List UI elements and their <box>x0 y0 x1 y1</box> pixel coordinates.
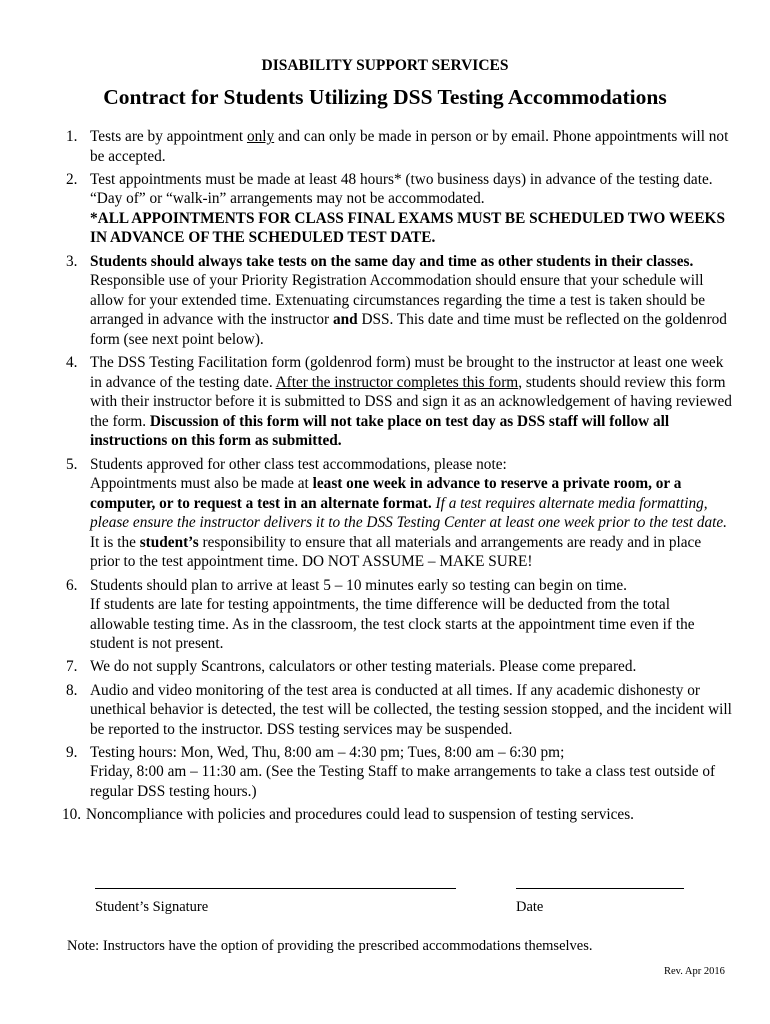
item-number: 9. <box>66 743 78 761</box>
item-text: Noncompliance with policies and procedures could lead to suspension of testing services. <box>86 806 634 824</box>
item-number: 4. <box>66 354 78 372</box>
item-text: Tests are by appointment only and can only be made in person or by email. Phone appointments will not be accepted. <box>90 128 729 165</box>
item-text: Students approved for other class test accommodations, please note: Appointments must also be made at least one week in advance to reserve a private room, or a computer, or to request a test in an alternate format. If a test requires alternate media formatting, please ensure the instructor delivers it to the DSS Testing Center at least one week prior to the test date. It is the student’s responsibility to ensure that all materials and arrangements are ready and in place prior to the test appointment time. DO NOT ASSUME – MAKE SURE! <box>90 455 728 571</box>
list-item-3 <box>66 252 732 350</box>
list-item-5 <box>66 455 732 573</box>
item-number: 3. <box>66 252 78 270</box>
item-number: 2. <box>66 170 78 188</box>
list-item-2 <box>66 170 732 248</box>
item-text: We do not supply Scantrons, calculators or other testing materials. Please come prepared. <box>90 658 637 676</box>
item-number: 1. <box>66 128 78 145</box>
item-number: 8. <box>66 681 78 699</box>
item-text: Students should plan to arrive at least 5 – 10 minutes early so testing can begin on time. If students are late for testing appointments, the time difference will be deducted from the total allowable testing time. As in the classroom, the test clock starts at the appointment time even if the student is not present. <box>90 576 695 653</box>
list-item-8 <box>66 681 732 740</box>
final-exam-notice: *ALL APPOINTMENTS FOR CLASS FINAL EXAMS MUST BE SCHEDULED TWO WEEKS IN ADVANCE OF THE SCHEDULED TEST DATE. <box>90 209 725 247</box>
list-item-6 <box>66 576 732 654</box>
date-signature-line[interactable] <box>516 888 684 889</box>
department-header: DISABILITY SUPPORT SERVICES <box>261 57 509 74</box>
list-item-10 <box>62 805 732 825</box>
revision-date: Rev. Apr 2016 <box>664 966 725 977</box>
item-text: Audio and video monitoring of the test area is conducted at all times. If any academic dishonesty or unethical behavior is detected, the test will be collected, the testing session stopped, and the incident will be reported to the instructor. DSS testing services may be suspended. <box>90 681 732 738</box>
item-text: The DSS Testing Facilitation form (goldenrod form) must be brought to the instructor at least one week in advance of the testing date. After the instructor completes this form, students should review this form with their instructor before it is submitted to DSS and sign it as an acknowledgement of having reviewed the form. Discussion of this form will not take place on test day as DSS staff will follow all instructions on this form as submitted. <box>90 354 732 450</box>
item-number: 5. <box>66 455 78 473</box>
item-number: 10. <box>62 806 82 824</box>
instructor-note: Note: Instructors have the option of providing the prescribed accommodations themselves. <box>67 938 593 954</box>
item-text: Test appointments must be made at least 48 hours* (two business days) in advance of the testing date. “Day of” or “walk-in” arrangements may not be accommodated. *ALL APPOINTMENTS FOR CLASS FINAL EXAMS MUST BE SCHEDULED TWO WEEKS IN ADVANCE OF THE SCHEDULED TEST DATE. <box>90 170 732 248</box>
student-signature-label: Student’s Signature <box>95 899 209 915</box>
policy-list <box>62 127 732 828</box>
student-signature-line[interactable] <box>95 888 456 889</box>
item-text: Students should always take tests on the same day and time as other students in their classes. Responsible use of your Priority Registration Accommodation should ensure that your schedule will allow for your extended time. Extenuating circumstances regarding the time a test is taken should be arranged in advance with the instructor and DSS. This date and time must be reflected on the goldenrod form (see next point below). <box>90 252 727 348</box>
page-title: Contract for Students Utilizing DSS Testing Accommodations <box>103 85 667 109</box>
item-number: 7. <box>66 658 78 676</box>
date-label: Date <box>516 899 544 915</box>
list-item-7 <box>66 657 732 677</box>
item-text: Testing hours: Mon, Wed, Thu, 8:00 am – 4:30 pm; Tues, 8:00 am – 6:30 pm; Friday, 8:00 am – 11:30 am. (See the Testing Staff to make arrangements to take a class test outside of regular DSS testing hours.) <box>90 743 716 800</box>
list-item-1 <box>66 127 732 166</box>
list-item-9 <box>66 743 732 802</box>
list-item-4 <box>66 353 732 451</box>
item-number: 6. <box>66 576 78 594</box>
